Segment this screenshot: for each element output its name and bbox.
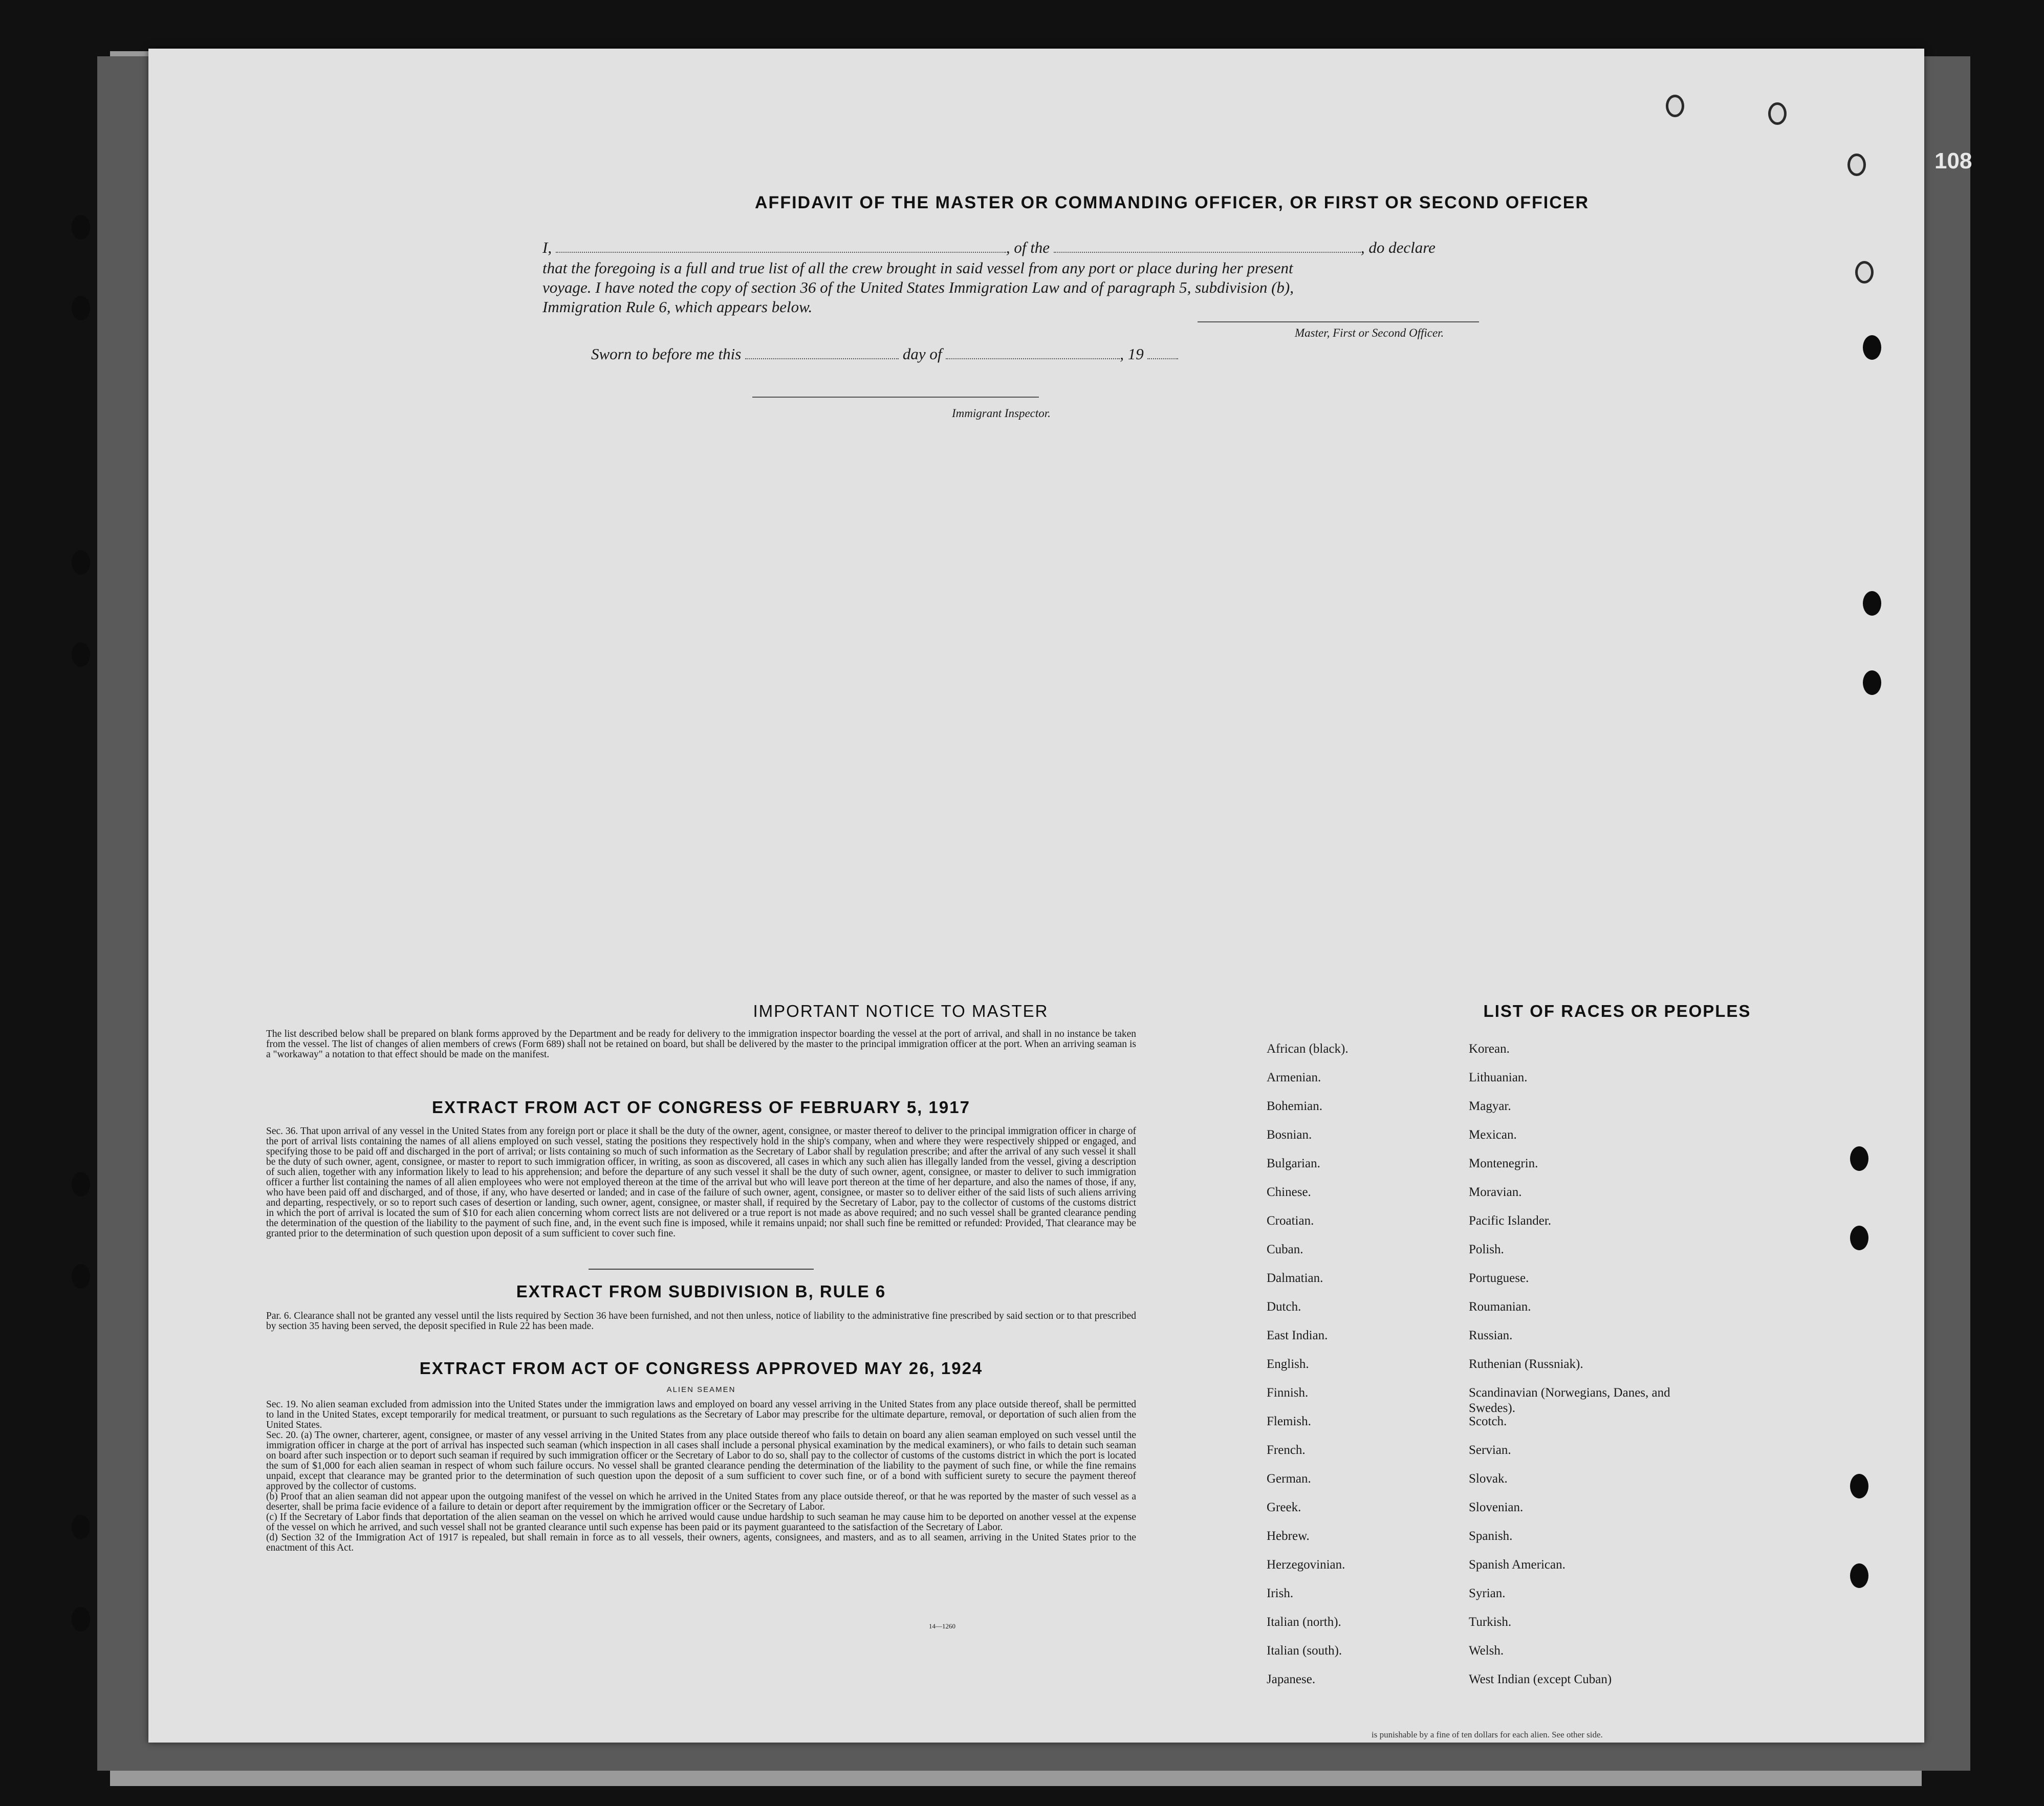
race-item: Spanish. — [1469, 1529, 1513, 1543]
race-item: Slovak. — [1469, 1472, 1508, 1486]
binder-hole — [72, 1515, 90, 1539]
sworn-label: Sworn to before me this — [591, 345, 742, 363]
race-item: Scandinavian (Norwegians, Danes, and Swedes). — [1469, 1386, 1670, 1415]
race-item: Italian (south). — [1267, 1644, 1342, 1658]
binder-hole — [1863, 591, 1881, 616]
race-item: Irish. — [1267, 1586, 1294, 1600]
race-item: Roumanian. — [1469, 1300, 1531, 1314]
race-item: Pacific Islander. — [1469, 1214, 1552, 1228]
binder-ring — [1666, 95, 1684, 117]
day-of-label: day of — [902, 345, 942, 363]
binder-hole — [72, 1607, 90, 1631]
race-item: French. — [1267, 1443, 1306, 1457]
page-number: 108 — [1934, 148, 1972, 173]
binder-hole — [72, 550, 90, 575]
sec20d-text: (d) Section 32 of the Immigration Act of 1917 is repealed, but shall remain in force as to all vessels, their owners, agents, consignees, and masters, and as to all seamen, arriving in the United States prior to the enactment of this Act. — [266, 1532, 1136, 1553]
form-page — [148, 49, 1924, 1743]
race-item: German. — [1267, 1472, 1311, 1486]
footer-note: is punishable by a fine of ten dollars for each alien. See other side. — [1372, 1730, 1603, 1739]
race-item: Italian (north). — [1267, 1615, 1341, 1629]
sworn-year-blank[interactable] — [1147, 345, 1178, 359]
section-divider — [589, 1269, 814, 1270]
race-item: Bosnian. — [1267, 1128, 1312, 1142]
extract-1924-title: EXTRACT FROM ACT OF CONGRESS APPROVED MAY 26, 1924 — [419, 1359, 983, 1378]
race-item: Dalmatian. — [1267, 1271, 1323, 1285]
sec19-text: Sec. 19. No alien seaman excluded from admission into the United States under the immigration laws and employed on board any vessel arriving in the United States from any place outside thereof, shall be permitted to land in the United States, except temporarily for medical treatment, or pursuant to such regulations as the Secretary of Labor may prescribe for the ultimate departure, removal, or deportation of such alien from the United States. — [266, 1399, 1136, 1430]
race-item: Cuban. — [1267, 1243, 1303, 1256]
extract-1917-text: Sec. 36. That upon arrival of any vessel in the United States from any foreign port or place it shall be the duty of the owner, agent, consignee, or master thereof to deliver to the principal immigration officer in charge of the port of arrival lists containing the names of all aliens employed on such vessel, stating the positions they respectively hold in the ship's company, when and where they were respectively shipped or engaged, and specifying those to be paid off and discharged in the port of arrival; or lists containing so much of such information as the Secretary of Labor shall by regulation prescribe; and after the arrival of any such vessel it shall be the duty of such owner, agent, consignee, or master to report to such immigration officer, in writing, as soon as discovered, all cases in which any such alien has illegally landed from the vessel, giving a description of such alien, together with any information likely to lead to his apprehension; and before the departure of any such vessel it shall be the duty of such owner, agent, consignee, or master to deliver to such immigration officer a further list containing the names of all alien employees who were not employed thereon at the time of the arrival but who will leave port thereon at the time of her departure, and also the names of those, if any, who have been paid off and discharged, and of those, if any, who have deserted or landed; and in case of the failure of such owner, agent, consignee, or master so to deliver either of the said lists of such aliens arriving and departing, respectively, or so to report such cases of desertion or landing, such owner, agent, consignee, or master shall, if required by the Secretary of Labor, pay to the collector of customs of the customs district in which the port of arrival is located the sum of $10 for each alien concerning whom correct lists are not delivered or a true report is not made as above required; and no such vessel shall be granted clearance pending the determination of the question of the liability to the payment of such fine, and, in the event such fine is imposed, while it remains unpaid; nor shall such fine be remitted or refunded: Provided, That clearance may be granted prior to the determination of such question upon deposit of a sum sufficient to cover such fine. — [266, 1126, 1136, 1239]
race-item: Magyar. — [1469, 1099, 1511, 1113]
inspector-caption: Immigrant Inspector. — [952, 407, 1051, 420]
binder-ring — [1847, 154, 1866, 176]
race-item: Lithuanian. — [1469, 1071, 1528, 1084]
affidavit-do-declare: , do declare — [1360, 238, 1436, 256]
binder-hole — [72, 296, 90, 320]
race-item: Finnish. — [1267, 1386, 1309, 1400]
binder-hole — [72, 215, 90, 240]
binder-hole — [72, 1264, 90, 1289]
race-item: Spanish American. — [1469, 1558, 1565, 1572]
sworn-day-blank[interactable] — [745, 345, 899, 359]
binder-hole — [1850, 1146, 1868, 1171]
officer-name-blank[interactable] — [556, 238, 1006, 253]
extract-1924-subtitle: ALIEN SEAMEN — [666, 1385, 736, 1394]
race-item: Hebrew. — [1267, 1529, 1310, 1543]
affidavit-body-line: Immigration Rule 6, which appears below. — [542, 298, 813, 316]
affidavit-declaration-line — [542, 238, 1668, 257]
race-item: Moravian. — [1469, 1185, 1522, 1199]
race-item: Polish. — [1469, 1243, 1504, 1256]
extract-rule6-title: EXTRACT FROM SUBDIVISION B, RULE 6 — [516, 1282, 886, 1301]
race-item: Korean. — [1469, 1042, 1510, 1056]
races-column-1 — [1267, 1041, 1451, 1701]
race-item: Dutch. — [1267, 1300, 1301, 1314]
race-item: Bohemian. — [1267, 1099, 1323, 1113]
race-item: Portuguese. — [1469, 1271, 1529, 1285]
race-item: Bulgarian. — [1267, 1157, 1320, 1170]
master-signature-line[interactable] — [1198, 321, 1479, 322]
race-item: Syrian. — [1469, 1586, 1506, 1600]
race-item: Slovenian. — [1469, 1500, 1524, 1514]
binder-hole — [72, 1172, 90, 1196]
master-caption: Master, First or Second Officer. — [1295, 327, 1444, 339]
year-prefix: , 19 — [1120, 345, 1144, 363]
race-item: Mexican. — [1469, 1128, 1517, 1142]
binder-hole — [72, 642, 90, 667]
race-item: Welsh. — [1469, 1644, 1504, 1658]
race-item: Scotch. — [1469, 1415, 1507, 1428]
binder-hole — [1863, 335, 1881, 360]
extract-1924-body — [266, 1400, 1136, 1553]
binder-hole — [1850, 1226, 1868, 1250]
affidavit-body — [542, 258, 1668, 317]
binder-hole — [1863, 670, 1881, 695]
affidavit-i-label: I, — [542, 238, 552, 256]
race-item: Greek. — [1267, 1500, 1301, 1514]
affidavit-body-line: that the foregoing is a full and true list of all the crew brought in said vessel from any port or place during her present — [542, 259, 1293, 277]
sworn-month-blank[interactable] — [946, 345, 1120, 359]
race-item: English. — [1267, 1357, 1309, 1371]
race-item: Flemish. — [1267, 1415, 1311, 1428]
sworn-line — [591, 344, 1410, 364]
race-item: Herzegovinian. — [1267, 1558, 1345, 1572]
vessel-name-blank[interactable] — [1054, 238, 1361, 253]
race-item: African (black). — [1267, 1042, 1349, 1056]
binder-ring — [1855, 261, 1874, 284]
binder-ring — [1768, 102, 1787, 125]
races-column-2 — [1469, 1041, 1684, 1701]
inspector-signature-line[interactable] — [752, 397, 1039, 398]
race-item: Turkish. — [1469, 1615, 1512, 1629]
form-number: 14—1260 — [929, 1622, 955, 1630]
race-item: Croatian. — [1267, 1214, 1314, 1228]
race-item: Russian. — [1469, 1329, 1513, 1342]
races-title: LIST OF RACES OR PEOPLES — [1483, 1002, 1751, 1020]
race-item: West Indian (except Cuban) — [1469, 1672, 1612, 1686]
extract-rule6-text: Par. 6. Clearance shall not be granted any vessel until the lists required by Section 36 have been furnished, and not then unless, notice of liability to the administrative fine prescribed by said section or to that prescribed by section 35 having been served, the deposit specified in Rule 22 has been made. — [266, 1311, 1136, 1332]
notice-text: The list described below shall be prepared on blank forms approved by the Department and be ready for delivery to the immigration inspector boarding the vessel at the port of arrival, and shall in no instance be taken from the vessel. The list of changes of alien members of crews (Form 689) shall not be retained on board, but shall be delivered by the master to the principal immigration officer at the port. When an arriving seaman is a "workaway" a notation to that effect should be made on the manifest. — [266, 1029, 1136, 1060]
sec20b-text: (b) Proof that an alien seaman did not appear upon the outgoing manifest of the vessel on which he arrived in the United States from any place outside thereof, or that he was reported by the master of such vessel as a deserter, shall be prima facie evidence of a failure to detain or deport after requirement by the immigration officer or the Secretary of Labor. — [266, 1491, 1136, 1512]
sec20a-text: Sec. 20. (a) The owner, charterer, agent, consignee, or master of any vessel arriving in the United States from any place outside thereof who fails to detain on board any alien seaman employed on such vessel until the immigration officer in charge at the port of arrival has inspected such seaman (which inspection in all cases shall include a personal physical examination by the medical examiners), or who fails to detain such seaman on board after such inspection or to deport such seaman if required by such immigration officer or the Secretary of Labor to do so, shall pay to the collector of customs of the customs district in which the port is located the sum of $1,000 for each alien seaman in respect of whom such failure occurs. No vessel shall be granted clearance pending the determination of the liability to the payment of such fine, or while the fine remains unpaid, except that clearance may be granted prior to the determination of such question upon the deposit of a sum sufficient to cover such fine, or of a bond with sufficient surety to secure the payment thereof approved by the collector of customs. — [266, 1430, 1136, 1492]
affidavit-title: AFFIDAVIT OF THE MASTER OR COMMANDING OFFICER, OR FIRST OR SECOND OFFICER — [755, 193, 1589, 212]
race-item: East Indian. — [1267, 1329, 1328, 1342]
binder-hole — [1850, 1474, 1868, 1498]
affidavit-body-line: voyage. I have noted the copy of section 36 of the United States Immigration Law and of paragraph 5, subdivision (b), — [542, 278, 1294, 296]
sec20c-text: (c) If the Secretary of Labor finds that deportation of the alien seaman on the vessel on which he arrived would cause undue hardship to such seaman he may cause him to be deported on another vessel at the expense of the vessel on which he arrived, and such vessel shall not be granted clearance until such expense has been paid or its payment guaranteed to the satisfaction of the Secretary of Labor. — [266, 1512, 1136, 1533]
race-item: Montenegrin. — [1469, 1157, 1538, 1170]
affidavit-of-the: , of the — [1006, 238, 1050, 256]
binder-hole — [1850, 1563, 1868, 1588]
race-item: Servian. — [1469, 1443, 1511, 1457]
race-item: Ruthenian (Russniak). — [1469, 1357, 1583, 1371]
extract-1917-title: EXTRACT FROM ACT OF CONGRESS OF FEBRUARY 5, 1917 — [432, 1098, 970, 1117]
race-item: Japanese. — [1267, 1672, 1316, 1686]
race-item: Armenian. — [1267, 1071, 1321, 1084]
race-item: Chinese. — [1267, 1185, 1311, 1199]
notice-title: IMPORTANT NOTICE TO MASTER — [753, 1002, 1049, 1020]
